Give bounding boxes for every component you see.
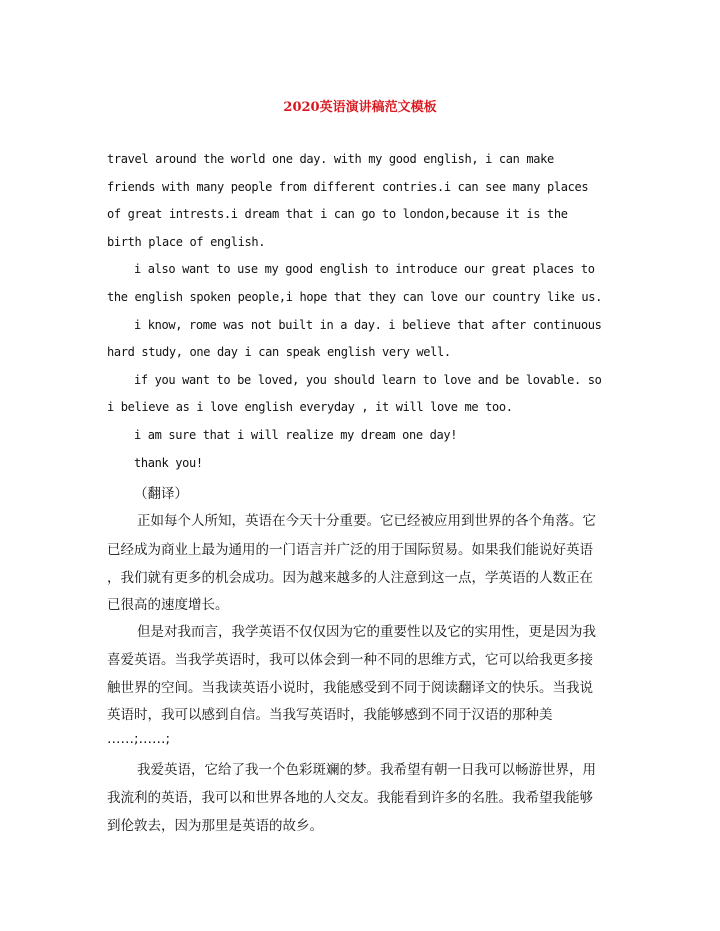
text-line: 我爱英语，它给了我一个色彩斑斓的梦。我希望有朝一日我可以畅游世界，用 — [137, 762, 596, 778]
text-line: ，我们就有更多的机会成功。因为越来越多的人注意到这一点，学英语的人数正在 — [107, 570, 593, 586]
text-line: birth place of english. — [107, 235, 266, 249]
text-line: 正如每个人所知，英语在今天十分重要。它已经被应用到世界的各个角落。它 — [137, 513, 596, 529]
text-line: 喜爱英语。当我学英语时，我可以体会到一种不同的思维方式，它可以给我更多接 — [107, 652, 593, 668]
text-line: i also want to use my good english to introduce our great places to — [134, 262, 595, 276]
text-line: i believe as i love english everyday , it will love me too. — [107, 400, 513, 414]
text-line: i am sure that i will realize my dream one day! — [134, 428, 458, 442]
text-line: i know, rome was not built in a day. i believe that after continuous — [134, 318, 602, 332]
text-line: the english spoken people,i hope that they can love our country like us. — [107, 290, 602, 304]
document-title: 2020英语演讲稿范文模板 — [283, 100, 437, 115]
text-line: hard study, one day i can speak english very well. — [107, 345, 451, 359]
text-line: of great intrests.i dream that i can go to london,because it is the — [107, 207, 568, 221]
text-line: 到伦敦去，因为那里是英语的故乡。 — [107, 818, 323, 834]
text-line: if you want to be loved, you should learn to love and be lovable. so — [134, 373, 602, 387]
text-line: 已很高的速度增长。 — [107, 597, 229, 613]
text-line: friends with many people from different contries.i can see many places — [107, 180, 589, 194]
text-line: ……;……; — [107, 731, 171, 747]
text-line: 但是对我而言，我学英语不仅仅因为它的重要性以及它的实用性，更是因为我 — [137, 624, 596, 640]
text-line: 我流利的英语，我可以和世界各地的人交友。我能看到许多的名胜。我希望我能够 — [107, 790, 593, 806]
text-line: 已经成为商业上最为通用的一门语言并广泛的用于国际贸易。如果我们能说好英语 — [107, 542, 593, 558]
translation-label: （翻译） — [134, 486, 188, 502]
text-line: 触世界的空间。当我读英语小说时，我能感受到不同于阅读翻译文的快乐。当我说 — [107, 680, 593, 696]
text-line: travel around the world one day. with my good english, i can make — [107, 152, 554, 166]
text-line: thank you! — [134, 456, 203, 470]
text-line: 英语时，我可以感到自信。当我写英语时，我能够感到不同于汉语的那种美 — [107, 707, 553, 723]
